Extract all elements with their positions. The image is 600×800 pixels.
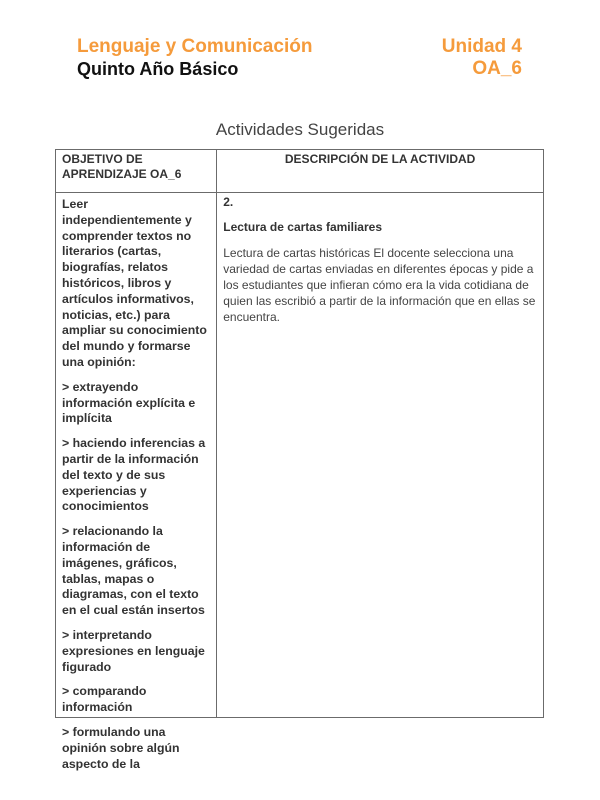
grade-level: Quinto Año Básico [77, 59, 239, 79]
objective-item: > formulando una opinión sobre algún aspecto de la [62, 724, 180, 771]
unit-label: Unidad 4 [441, 36, 522, 57]
description-header: DESCRIPCIÓN DE LA ACTIVIDAD [217, 150, 544, 193]
activity-number: 2. [223, 195, 234, 209]
objective-item: > comparando información [62, 684, 147, 715]
objective-item: > relacionando la información de imágenes, gráficos, tablas, mapas o diagramas, con el texto en el cual están insertos [62, 524, 205, 618]
activities-table [55, 149, 544, 771]
objective-item: > extrayendo información explícita e implícita [62, 379, 196, 426]
activity-body: Lectura de cartas históricas El docente selecciona una variedad de cartas enviadas en diferentes épocas y pide a los estudiantes que infieran cómo era la vida cotidiana de quien las escribió a partir de la información que en ellas se encuentra. [223, 246, 536, 324]
header-left [77, 36, 312, 80]
objective-item: > interpretando expresiones en lenguaje figurado [62, 627, 205, 674]
section-title: Actividades Sugeridas [215, 120, 385, 139]
table-row [56, 193, 544, 718]
objective-intro: Leer independientemente y comprender textos no literarios (cartas, biografías, relatos históricos, libros y artículos informativos, noticias, etc.) para ampliar su conocimiento del mundo y formarse una opinión: [62, 197, 207, 369]
table-header-row [56, 150, 544, 193]
objective-header: OBJETIVO DE APRENDIZAJE OA_6 [56, 150, 217, 193]
activity-title: Lectura de cartas familiares [223, 220, 382, 234]
header-right [442, 36, 522, 80]
oa-label: OA_6 [472, 58, 522, 79]
objective-cell [56, 193, 217, 771]
description-cell [217, 193, 544, 718]
subject-title: Lenguaje y Comunicación [77, 36, 313, 57]
objective-item: > haciendo inferencias a partir de la información del texto y de sus experiencias y conocimientos [62, 436, 206, 514]
